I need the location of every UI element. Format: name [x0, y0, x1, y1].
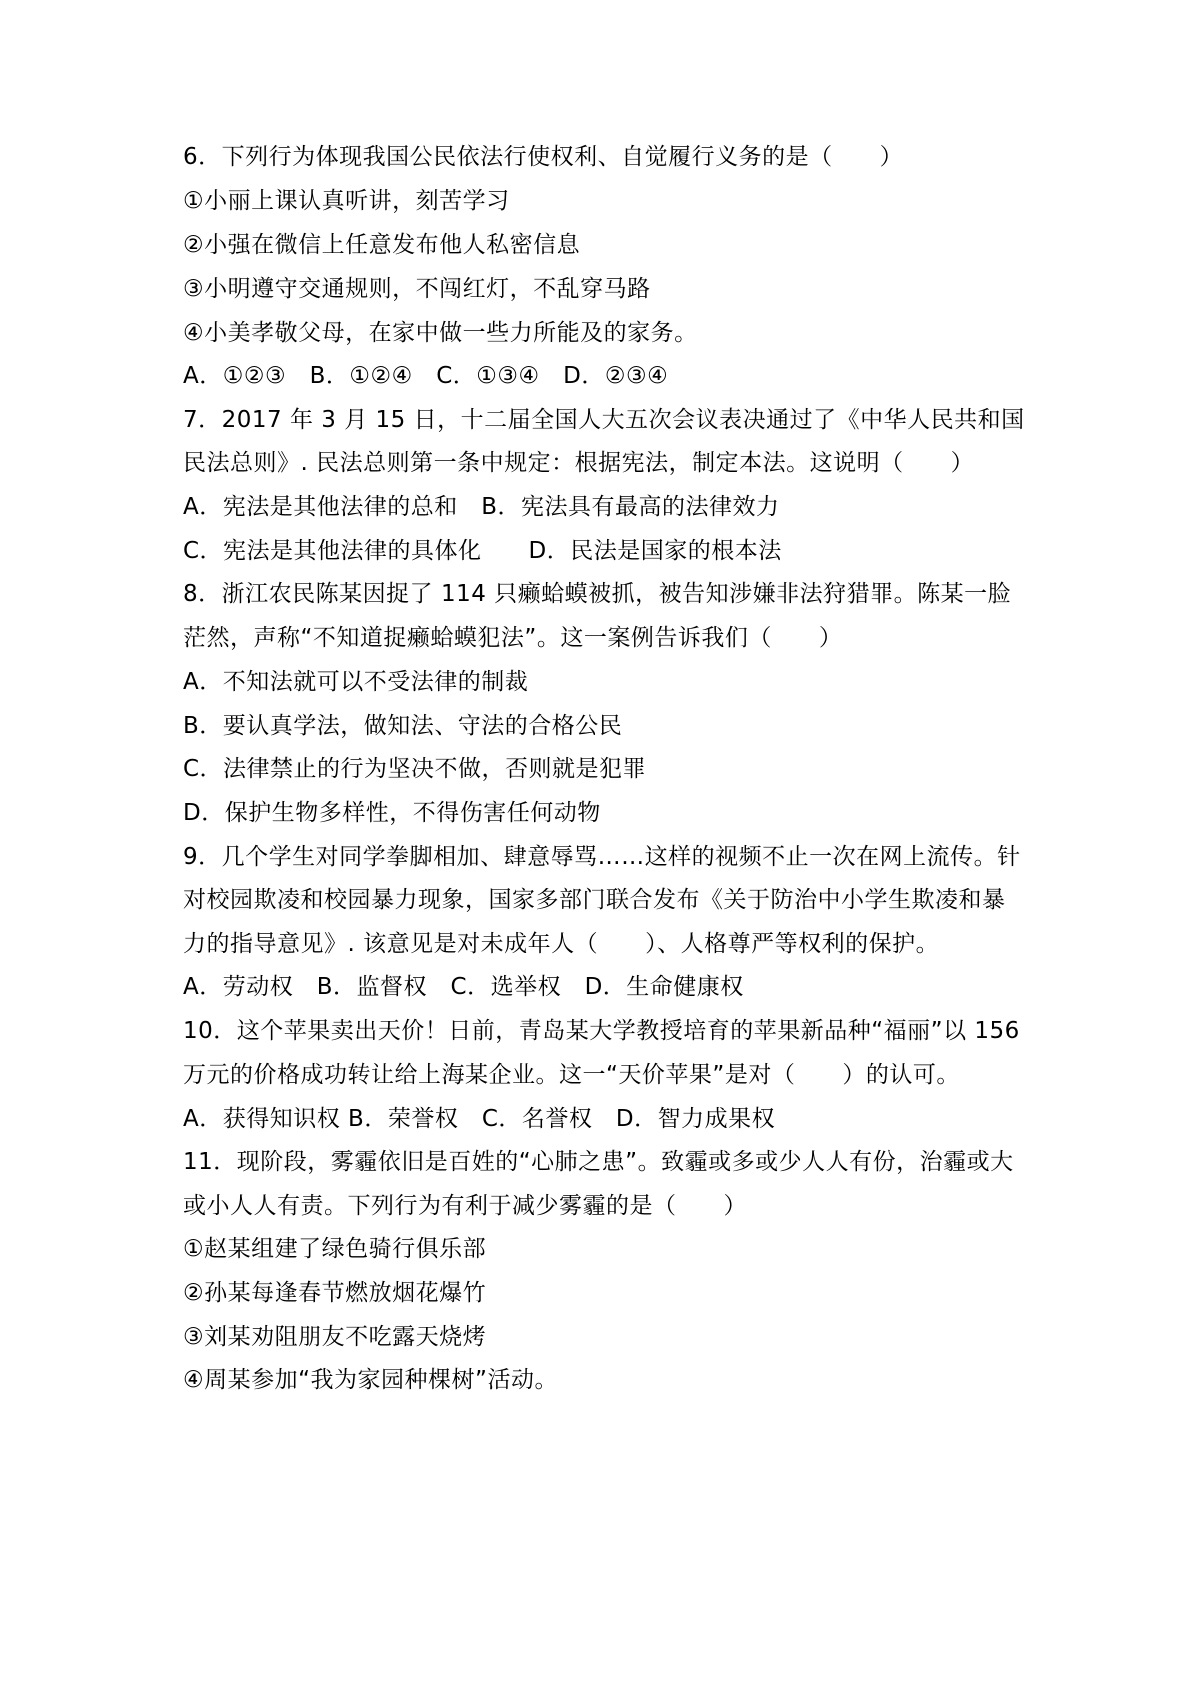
q8-stem-line-1: 8．浙江农民陈某因捉了 114 只癞蛤蟆被抓，被告知涉嫌非法狩猎罪。陈某一脸	[183, 581, 1012, 607]
q7-options-line-1: A．宪法是其他法律的总和 B．宪法具有最高的法律效力	[183, 494, 780, 520]
q9-stem-line-2: 对校园欺凌和校园暴力现象，国家多部门联合发布《关于防治中小学生欺凌和暴	[183, 887, 1006, 913]
q9-stem-line-3: 力的指导意见》. 该意见是对未成年人（ ）、人格尊严等权利的保护。	[183, 931, 940, 957]
q11-item-2: ②孙某每逢春节燃放烟花爆竹	[183, 1280, 487, 1306]
q7-stem-line-1: 7．2017 年 3 月 15 日，十二届全国人大五次会议表决通过了《中华人民共和国	[183, 407, 1025, 433]
q8-stem-line-2: 茫然，声称“不知道捉癞蛤蟆犯法”。这一案例告诉我们（ ）	[183, 625, 843, 651]
q6-stem: 6．下列行为体现我国公民依法行使权利、自觉履行义务的是（ ）	[183, 144, 904, 170]
q10-stem-line-2: 万元的价格成功转让给上海某企业。这一“天价苹果”是对（ ）的认可。	[183, 1062, 960, 1088]
q8-option-d: D．保护生物多样性，不得伤害任何动物	[183, 800, 601, 826]
q11-item-3: ③刘某劝阻朋友不吃露天烧烤	[183, 1324, 487, 1350]
q8-option-c: C．法律禁止的行为坚决不做，否则就是犯罪	[183, 756, 647, 782]
q6-item-3: ③小明遵守交通规则，不闯红灯，不乱穿马路	[183, 276, 651, 302]
q8-option-b: B．要认真学法，做知法、守法的合格公民	[183, 713, 623, 739]
q9-stem-line-1: 9．几个学生对同学拳脚相加、肆意辱骂……这样的视频不止一次在网上流传。针	[183, 844, 1021, 870]
q11-stem-line-1: 11．现阶段，雾霾依旧是百姓的“心肺之患”。致霾或多或少人人有份，治霾或大	[183, 1149, 1014, 1175]
q8-option-a: A．不知法就可以不受法律的制裁	[183, 669, 529, 695]
q6-options: A．①②③ B．①②④ C．①③④ D．②③④	[183, 363, 669, 389]
q7-stem-line-2: 民法总则》. 民法总则第一条中规定：根据宪法，制定本法。这说明（ ）	[183, 450, 975, 476]
q9-options: A．劳动权 B．监督权 C．选举权 D．生命健康权	[183, 974, 744, 1000]
q6-item-1: ①小丽上课认真听讲，刻苦学习	[183, 188, 510, 214]
q10-stem-line-1: 10．这个苹果卖出天价！日前，青岛某大学教授培育的苹果新品种“福丽”以 156	[183, 1018, 1020, 1044]
q10-options: A．获得知识权 B．荣誉权 C．名誉权 D．智力成果权	[183, 1106, 776, 1132]
q6-item-4: ④小美孝敬父母，在家中做一些力所能及的家务。	[183, 320, 698, 346]
q6-item-2: ②小强在微信上任意发布他人私密信息	[183, 232, 581, 258]
q11-item-1: ①赵某组建了绿色骑行俱乐部	[183, 1236, 487, 1262]
q11-item-4: ④周某参加“我为家园种棵树”活动。	[183, 1367, 558, 1393]
q7-options-line-2: C．宪法是其他法律的具体化 D．民法是国家的根本法	[183, 538, 782, 564]
q11-stem-line-2: 或小人人有责。下列行为有利于减少雾霾的是（ ）	[183, 1193, 747, 1219]
